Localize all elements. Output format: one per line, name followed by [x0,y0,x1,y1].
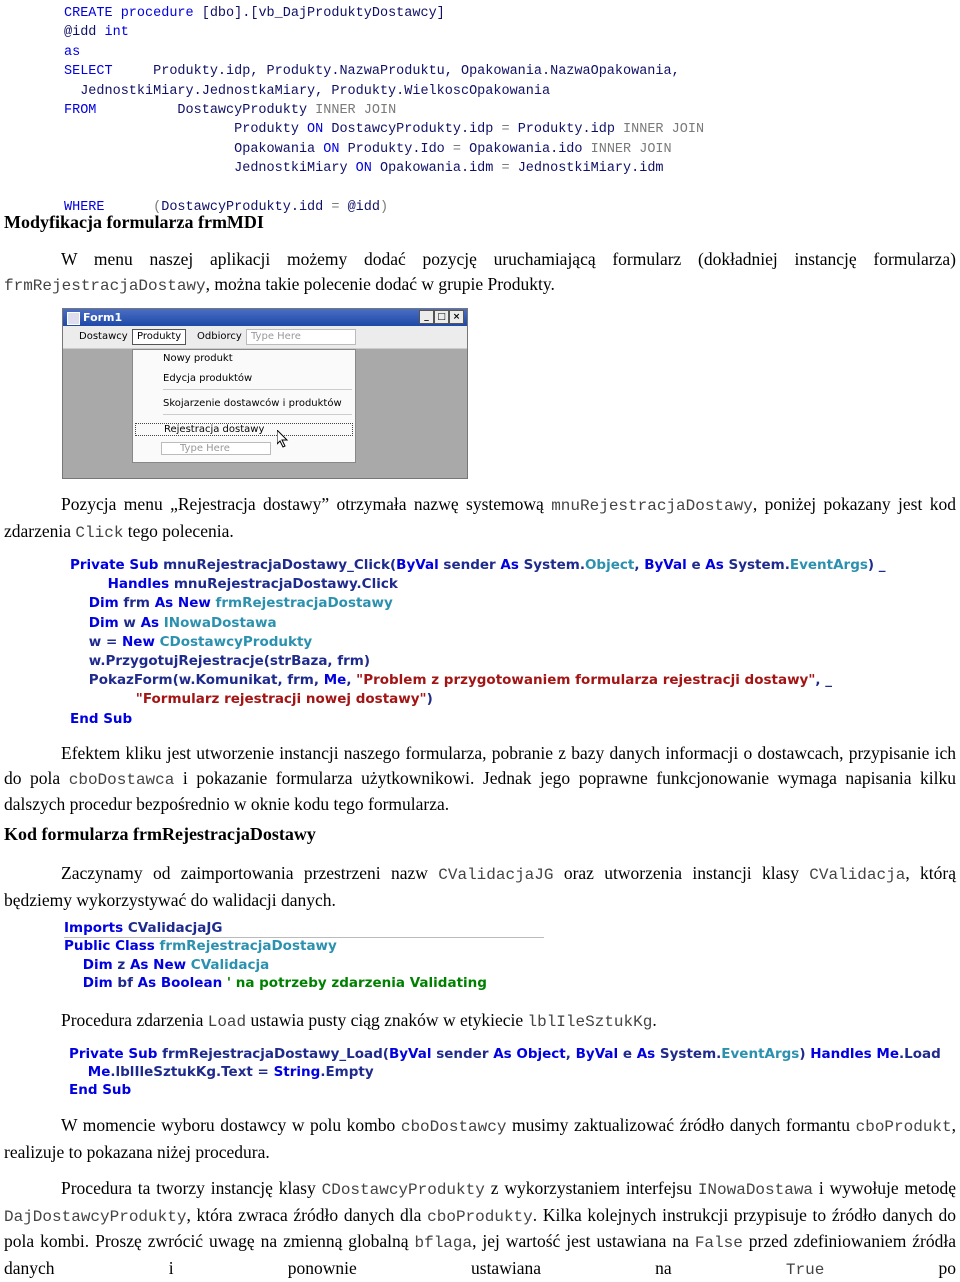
code-line [70,710,886,729]
code-token: w [123,614,141,631]
heading-kod-formularza: Kod formularza frmRejestracjaDostawy [4,824,316,844]
code-token: ) _ [867,557,886,573]
code-line [69,1045,941,1063]
code-line [64,956,487,974]
menu-produkty[interactable]: Produkty [132,329,186,345]
code-token: .Empty [320,1064,374,1081]
code-token: As Object [493,1046,566,1062]
code-token: CDostawcyProdukty [159,633,313,650]
paragraph-w-momencie: W momencie wyboru dostawcy w polu kombo cboDostawcy musimy zaktualizować źródło danych formantu cboProdukt, realizuje to pokazana niżej procedura. [4,1115,956,1162]
code-token: String [273,1064,321,1081]
code-line [70,652,886,671]
code-line [64,82,704,101]
code-token: = [501,161,518,177]
code-token: Me [69,1064,111,1081]
code-line [64,43,704,62]
paragraph-procedura-load: Procedura zdarzenia Load ustawia pusty ciąg znaków w etykiecie lblIleSztukKg. [61,1010,657,1031]
code-token: CREATE procedure [64,6,202,21]
code-token: SELECT [64,64,154,80]
code-token: PokazForm(w.Komunikat, frm, [70,672,324,689]
code-token: ON [323,141,348,157]
code-token: System. [523,557,585,573]
code-line [70,671,886,690]
code-token: Produkty.idp [517,122,624,138]
code-token: DostawcyProdukty [177,103,316,119]
code-token: [dbo].[vb_DajProduktyDostawcy] [201,6,445,21]
code-token: "Problem z przygotowaniem formularza rejestracji dostawy" [356,672,816,689]
code-token: frmRejestracjaDostawy_Load( [162,1046,389,1062]
vb-load-handler-code [69,1045,941,1100]
code-line [64,62,704,81]
code-token: DostawcyProdukty.idd [161,200,332,216]
code-token: Dim [64,975,118,992]
code-token: Dim [70,614,124,631]
code-token: ByVal [644,557,692,573]
code-token: As [636,1046,660,1062]
code-token: DostawcyProdukty.idp [331,122,502,138]
code-separator-line [64,937,544,938]
code-token: New [121,633,160,650]
code-token: "Formularz rejestracji nowej dostawy" [70,691,427,708]
code-line [64,120,704,139]
code-line [64,159,704,178]
maximize-icon[interactable]: □ [434,310,449,324]
code-token: Handles Me [810,1046,899,1062]
heading-modyfikacja: Modyfikacja formularza frmMDI [4,212,264,232]
code-line [70,614,886,633]
code-token: System. [659,1046,722,1062]
code-token: .Load [899,1046,941,1062]
code-token: Produkty.idp, Produkty.NazwaProduktu, Opakowania.NazwaOpakowania, [153,64,680,80]
code-line [64,974,487,992]
code-token: e [691,557,706,573]
code-token: End Sub [69,1082,132,1099]
code-token: End Sub [70,710,133,727]
code-token: Opakowania [64,141,324,157]
code-token: Imports [64,920,128,936]
code-token: Handles [70,576,174,593]
code-token: ' na potrzeby zdarzenia Validating [226,975,487,992]
paragraph-zaczynamy: Zaczynamy od zaimportowania przestrzeni nazw CValidacjaJG oraz utworzenia instancji klasy CValidacja, którą będziemy wykorzystywać do walidacji danych. [4,863,956,910]
code-token: As [705,557,729,573]
code-token: ByVal [396,557,444,573]
code-token: = [331,200,348,216]
code-token: INowaDostawa [163,614,277,631]
code-token: @idd [64,25,105,41]
code-token: Dim [70,595,124,612]
code-token: JednostkiMiary.JednostkaMiary, Produkty.WielkoscOpakowania [64,83,551,99]
code-token: , _ [815,672,832,689]
code-token: int [104,25,129,41]
code-token: mnuRejestracjaDostawy.Click [173,576,398,593]
menu-separator [163,414,352,415]
form-menubar [63,326,467,349]
code-line [64,937,487,955]
code-token: ON [307,122,332,138]
form-title: Form1 [83,311,123,324]
code-token: EventArgs [789,557,868,573]
code-line [64,140,704,159]
code-token: z [117,956,130,973]
code-token: As New [129,956,191,973]
code-token: JednostkiMiary [64,161,356,177]
code-token: INNER JOIN [590,141,672,157]
code-token: .lblIleSztukKg.Text = [110,1064,274,1081]
code-token: @idd [347,200,380,216]
cursor-icon [277,430,289,448]
code-token: bf [117,975,138,992]
code-token: ( [153,200,162,216]
code-token: INNER JOIN [315,103,397,119]
code-token: mnuRejestracjaDostawy_Click( [163,557,397,573]
code-token: Private Sub [70,557,164,573]
code-token: As Boolean [137,975,227,992]
form-titlebar [63,309,467,326]
code-token: Produkty.Ido [347,141,453,157]
item-edycja-produktow[interactable]: Edycja produktów [163,373,253,384]
code-line [69,1081,941,1099]
code-line [64,919,487,937]
code-line [69,1063,941,1081]
code-line [64,179,704,198]
paragraph-efektem: Efektem kliku jest utworzenie instancji naszego formularza, pobranie z bazy danych informacji o dostawcach, przypisanie ich do pola cboDostawca i pokazanie formularza użytkownikowi. Jednak jego poprawne funkcjonowanie wymaga napisania kilku dalszych procedur bezpośrednio w oknie kodu tego formularza. [4,743,956,814]
code-token: As [500,557,524,573]
code-token: Private Sub [69,1046,163,1062]
form1-screenshot [62,308,468,479]
code-token: , [565,1046,576,1062]
vb-click-handler-code [70,556,886,729]
code-token: Me [323,672,347,689]
code-token: ON [355,161,380,177]
menu-odbiorcy[interactable]: Odbiorcy [197,331,242,342]
item-rejestracja-dostawy[interactable]: Rejestracja dostawy [135,423,353,436]
code-line [70,594,886,613]
code-token: Opakowania.ido [469,141,591,157]
code-token: Produkty [64,122,308,138]
code-token: = [452,141,470,157]
code-token: , [346,672,357,689]
code-token: frm [123,595,155,612]
code-token: ByVal [388,1046,437,1062]
code-token: ) [799,1046,811,1062]
code-line [70,556,886,575]
code-token: JednostkiMiary.idm [517,161,664,177]
code-token: INNER JOIN [623,122,705,138]
code-token: , [634,557,645,573]
menu-dostawcy[interactable]: Dostawcy [79,331,128,342]
menu-type-here[interactable]: Type Here [246,329,356,345]
minimize-icon[interactable]: _ [419,310,434,324]
code-token: Public Class [64,938,160,955]
code-token: ) [426,691,433,708]
code-token: WHERE [64,200,154,216]
code-token: As [140,614,164,631]
menu-separator [163,389,352,390]
code-line [70,633,886,652]
code-token: As New [154,595,216,612]
code-line [64,23,704,42]
code-line [64,4,704,23]
code-token: sender [436,1046,494,1062]
paragraph-menu: W menu naszej aplikacji możemy dodać pozycję uruchamiającą formularz (dokładniej instancję formularza) frmRejestracjaDostawy, można takie polecenie dodać w grupie Produkty. [4,249,956,295]
code-token: EventArgs [721,1046,800,1062]
code-token: sender [443,557,501,573]
code-token: CValidacja [190,956,270,973]
code-line [64,101,704,120]
code-token: e [622,1046,637,1062]
paragraph-procedura-ta: Procedura ta tworzy instancję klasy CDostawcyProdukty z wykorzystaniem interfejsu INowaDostawa i wywołuje metodę DajDostawcyProdukty, która zwraca źródło danych dla cboProdukty. Kilka kolejnych instrukcji przypisuje to źródło danych do pola kombi. Proszę zwrócić uwagę na zmienną globalną bflaga, jej wartość jest ustawiana na False przed zdefiniowaniem źródła danych i ponownie ustawiana na True po [4,1178,957,1279]
close-icon[interactable]: × [449,310,464,324]
vb-imports-code [64,919,487,993]
sql-code-block [64,4,704,217]
paragraph-pozycja-menu: Pozycja menu „Rejestracja dostawy” otrzymała nazwę systemową mnuRejestracjaDostawy, poniżej pokazany jest kod zdarzenia Click tego polecenia. [4,494,956,542]
code-token: w = [70,633,122,650]
form-icon [67,312,80,325]
item-skojarzenie[interactable]: Skojarzenie dostawców i produktów [163,398,342,409]
code-line [70,690,886,709]
code-token: ByVal [575,1046,623,1062]
code-token: Dim [64,956,118,973]
item-nowy-produkt[interactable]: Nowy produkt [163,353,233,364]
code-token: = [501,122,518,138]
code-token: CValidacjaJG [127,920,223,936]
code-line [70,575,886,594]
code-token: frmRejestracjaDostawy [215,595,393,612]
code-token: System. [728,557,790,573]
code-token: frmRejestracjaDostawy [159,938,337,955]
code-token: ) [379,200,389,216]
code-token: Opakowania.idm [379,161,502,177]
produkty-dropdown [132,349,356,463]
code-token: FROM [64,103,178,119]
code-token: w.PrzygotujRejestracje(strBaza, frm) [70,653,371,670]
code-token: Object [584,557,635,573]
item-type-here[interactable]: Type Here [161,442,271,455]
code-token: as [64,44,81,60]
